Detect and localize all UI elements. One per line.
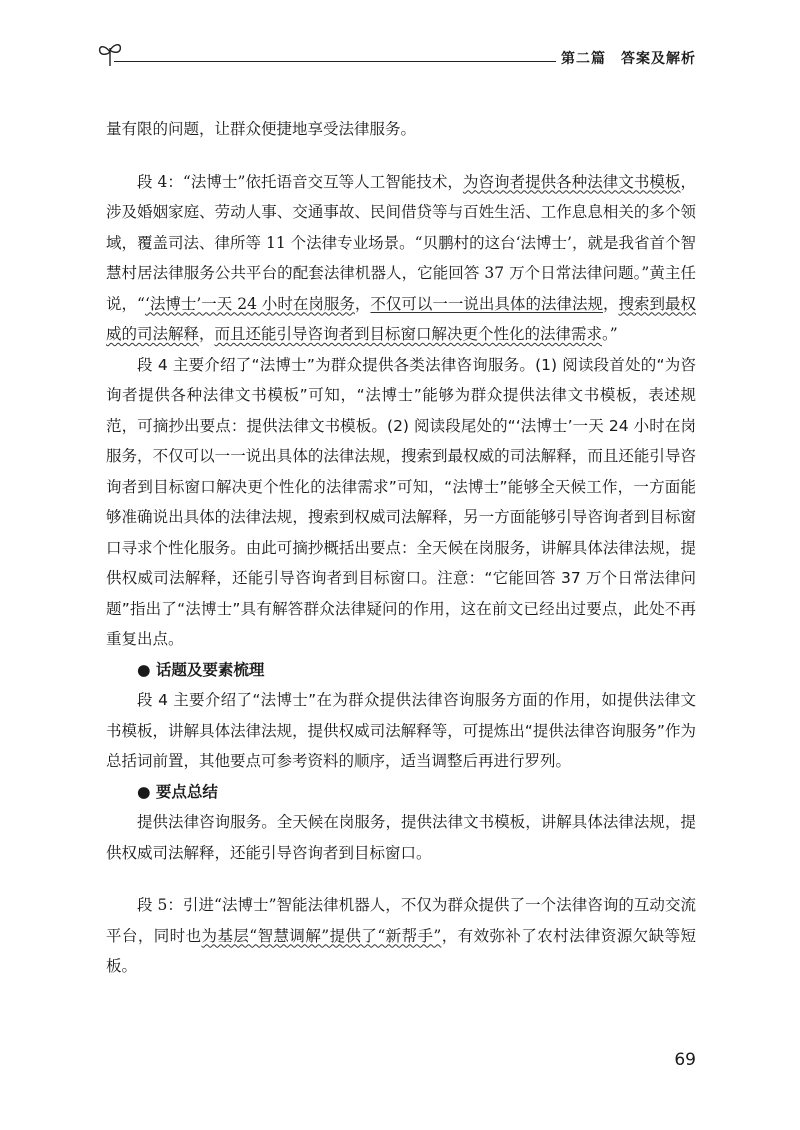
underlined-key-phrase: 不仅可以一一说出具体的法律法规	[370, 294, 603, 313]
section-heading-topic: ● 话题及要素梳理	[137, 660, 265, 679]
paragraph-segment-4-source	[106, 167, 696, 350]
text-run: 段 5：引进“法博士”智能法律机器人，不仅为群众提供了一个法律咨询的互动交流平台，同时也	[106, 896, 696, 945]
page-header	[96, 40, 696, 70]
underlined-key-phrase: 而且还能引导咨询者到目标窗口解决更个性化的法律需求	[214, 325, 603, 343]
text-run: 。”	[602, 325, 618, 343]
header-rule	[114, 61, 556, 62]
page-number: 69	[674, 1050, 696, 1070]
section-heading-summary: ● 要点总结	[137, 782, 218, 801]
text-run: ，	[199, 325, 215, 343]
leaf-icon	[96, 40, 124, 68]
underlined-key-phrase: 搜索到最权威的司法解释	[106, 294, 696, 343]
paragraph-topic: 段 4 主要介绍了“法博士”在为群众提供法律咨询服务方面的作用，如提供法律文书模板，讲解具体法律法规，提供权威司法解释等，可提炼出“提供法律咨询服务”作为总括词前置，其他要点可参考资料的顺序，适当调整后再进行罗列。	[106, 691, 696, 770]
underlined-key-phrase: ‘法博士’一天 24 小时在岗服务	[144, 294, 355, 313]
text-run: ，涉及婚姻家庭、劳动人事、交通事故、民间借贷等与百姓生活、工作息息相关的多个领域，覆盖司法、律所等 11 个法律专业场景。“贝鹏村的这台‘法博士’，就是我省首个智慧村居法律服务公共平台的配套法律机器人，它能回答 37 万个日常法律问题。”黄主任说，“	[106, 172, 696, 313]
header-title: 第二篇 答案及解析	[561, 51, 696, 67]
underlined-key-phrase: 为基层“智慧调解”提供了“新帮手”	[201, 926, 442, 945]
paragraph-segment-5-source	[106, 890, 696, 982]
text-run: ，	[602, 294, 619, 313]
text-run: 段 4：“法博士”依托语音交互等人工智能技术，	[137, 172, 463, 191]
paragraph-1: 量有限的问题，让群众便捷地享受法律服务。	[106, 120, 417, 138]
paragraph-analysis: 段 4 主要介绍了“法博士”为群众提供各类法律咨询服务。(1) 阅读段首处的“为咨询者提供各种法律文书模板”可知，“法博士”能够为群众提供法律文书模板，表述规范，可摘抄出要点：提供法律文书模板。(2) 阅读段尾处的“‘法博士’一天 24 小时在岗服务，不仅可以一一说出具体的法律法规，搜索到最权威的司法解释，而且还能引导咨询者到目标窗口解决更个性化的法律需求”可知，“法博士”能够全天候工作，一方面能够准确说出具体的法律法规，搜索到权威司法解释，另一方面能够引导咨询者到目标窗口寻求个性化服务。由此可摘抄概括出要点：全天候在岗服务，讲解具体法律法规，提供权威司法解释，还能引导咨询者到目标窗口。注意：“它能回答 37 万个日常法律问题”指出了“法博士”具有解答群众法律疑问的作用，这在前文已经出过要点，此处不再重复出点。	[106, 355, 696, 648]
text-run: ，有效弥补了农村法律资源欠缺等短板。	[106, 926, 696, 975]
text-run: ，	[354, 294, 371, 313]
page-content	[106, 114, 696, 982]
underlined-key-phrase: 为咨询者提供各种法律文书模板	[462, 172, 681, 191]
paragraph-summary: 提供法律咨询服务。全天候在岗服务，提供法律文书模板，讲解具体法律法规，提供权威司法解释，还能引导咨询者到目标窗口。	[106, 813, 696, 862]
